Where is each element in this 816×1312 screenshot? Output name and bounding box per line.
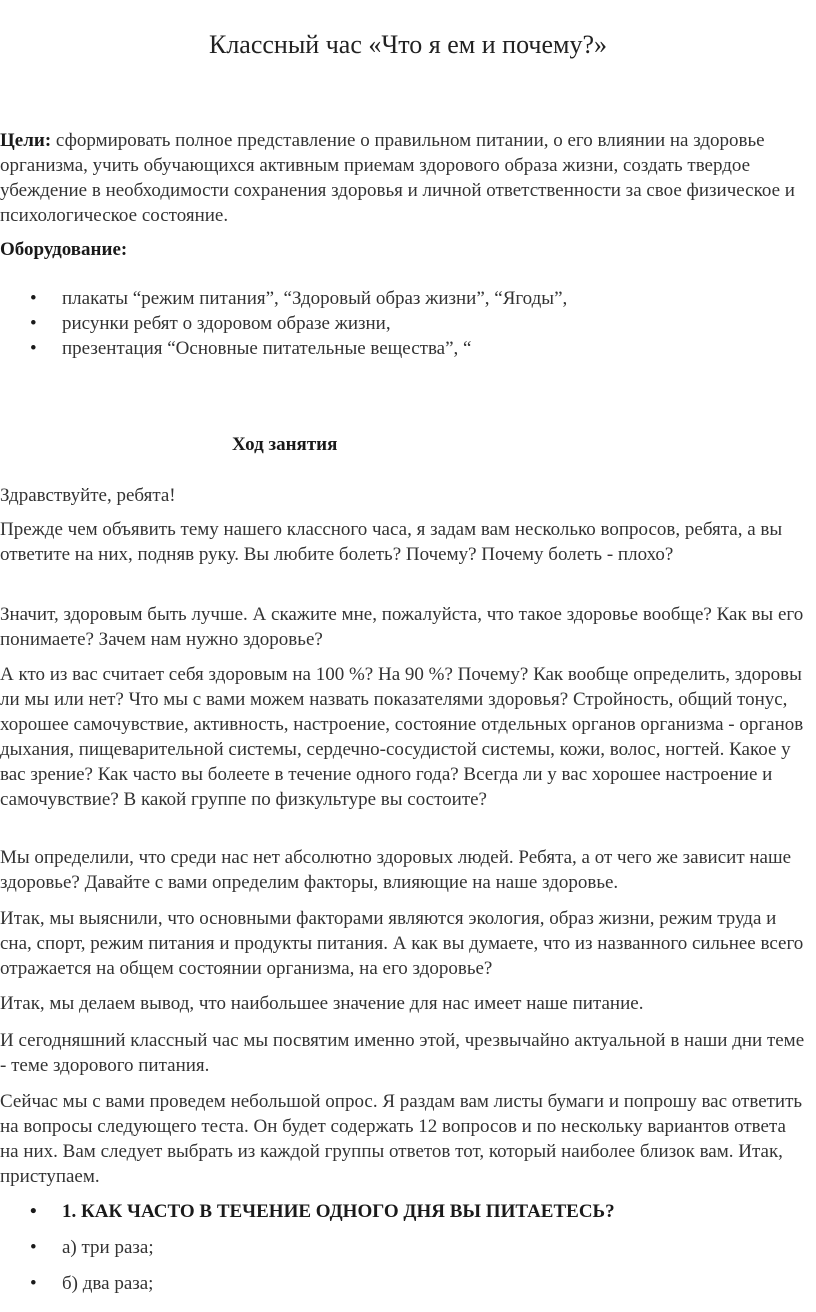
goals-text: сформировать полное представление о правильном питании, о его влиянии на здоровье организма, учить обучающихся активным приемам здорового образа жизни, создать твердое убеждение в необходимости сохранения здоровья и личной ответственности за свое физическое и психологическое состояние. [0,130,795,226]
paragraph: Здравствуйте, ребята! [0,485,176,506]
goals-label: Цели: [0,130,52,151]
paragraph: Значит, здоровым быть лучше. А скажите мне, пожалуйста, что такое здоровье вообще? Как вы его понимаете? Зачем нам нужно здоровье? [0,604,804,650]
equipment-label: Оборудование: [0,239,128,260]
quiz-option: • а) три раза; [0,1235,808,1260]
equipment-list [0,286,808,361]
lesson-heading: Ход занятия [232,434,338,455]
goals-paragraph [0,128,808,228]
paragraph: Мы определили, что среди нас нет абсолютно здоровых людей. Ребята, а от чего же зависит наше здоровье? Давайте с вами определим факторы, влияющие на наше здоровье. [0,847,792,893]
list-item: • рисунки ребят о здоровом образе жизни, [0,311,808,336]
paragraph: А кто из вас считает себя здоровым на 100 %? На 90 %? Почему? Как вообще определить, здоровы ли мы или нет? Что мы с вами можем назвать показателями здоровья? Стройность, общий тонус, хорошее самочувствие, активность, настроение, состояние отдельных органов организма - органов дыхания, пищеварительной системы, сердечно-сосудистой системы, кожи, волос, ногтей. Какое у вас зрение? Как часто вы болеете в течение одного года? Всегда ли у вас хорошее настроение и самочувствие? В какой группе по физкультуре вы состоите? [0,664,804,810]
list-item: • плакаты “режим питания”, “Здоровый образ жизни”, “Ягоды”, [0,286,808,311]
paragraph: Итак, мы делаем вывод, что наибольшее значение для нас имеет наше питание. [0,993,644,1014]
quiz-list [0,1199,808,1296]
list-item: • презентация “Основные питательные вещества”, “ [0,336,808,361]
page-title: Классный час «Что я ем и почему?» [208,30,608,59]
quiz-question: • 1. КАК ЧАСТО В ТЕЧЕНИЕ ОДНОГО ДНЯ ВЫ ПИТАЕТЕСЬ? [0,1199,808,1224]
paragraph: И сегодняшний классный час мы посвятим именно этой, чрезвычайно актуальной в наши дни теме - теме здорового питания. [0,1030,805,1076]
quiz-option: • б) два раза; [0,1271,808,1296]
paragraph: Прежде чем объявить тему нашего классного часа, я задам вам несколько вопросов, ребята, а вы ответите на них, подняв руку. Вы любите болеть? Почему? Почему болеть - плохо? [0,519,783,565]
paragraph: Сейчас мы с вами проведем небольшой опрос. Я раздам вам листы бумаги и попрошу вас ответить на вопросы следующего теста. Он будет содержать 12 вопросов и по нескольку вариантов ответа на них. Вам следует выбрать из каждой группы ответов тот, который наиболее близок вам. Итак, приступаем. [0,1091,803,1187]
paragraph: Итак, мы выяснили, что основными факторами являются экология, образ жизни, режим труда и сна, спорт, режим питания и продукты питания. А как вы думаете, что из названного сильнее всего отражается на общем состоянии организма, на его здоровье? [0,908,804,979]
